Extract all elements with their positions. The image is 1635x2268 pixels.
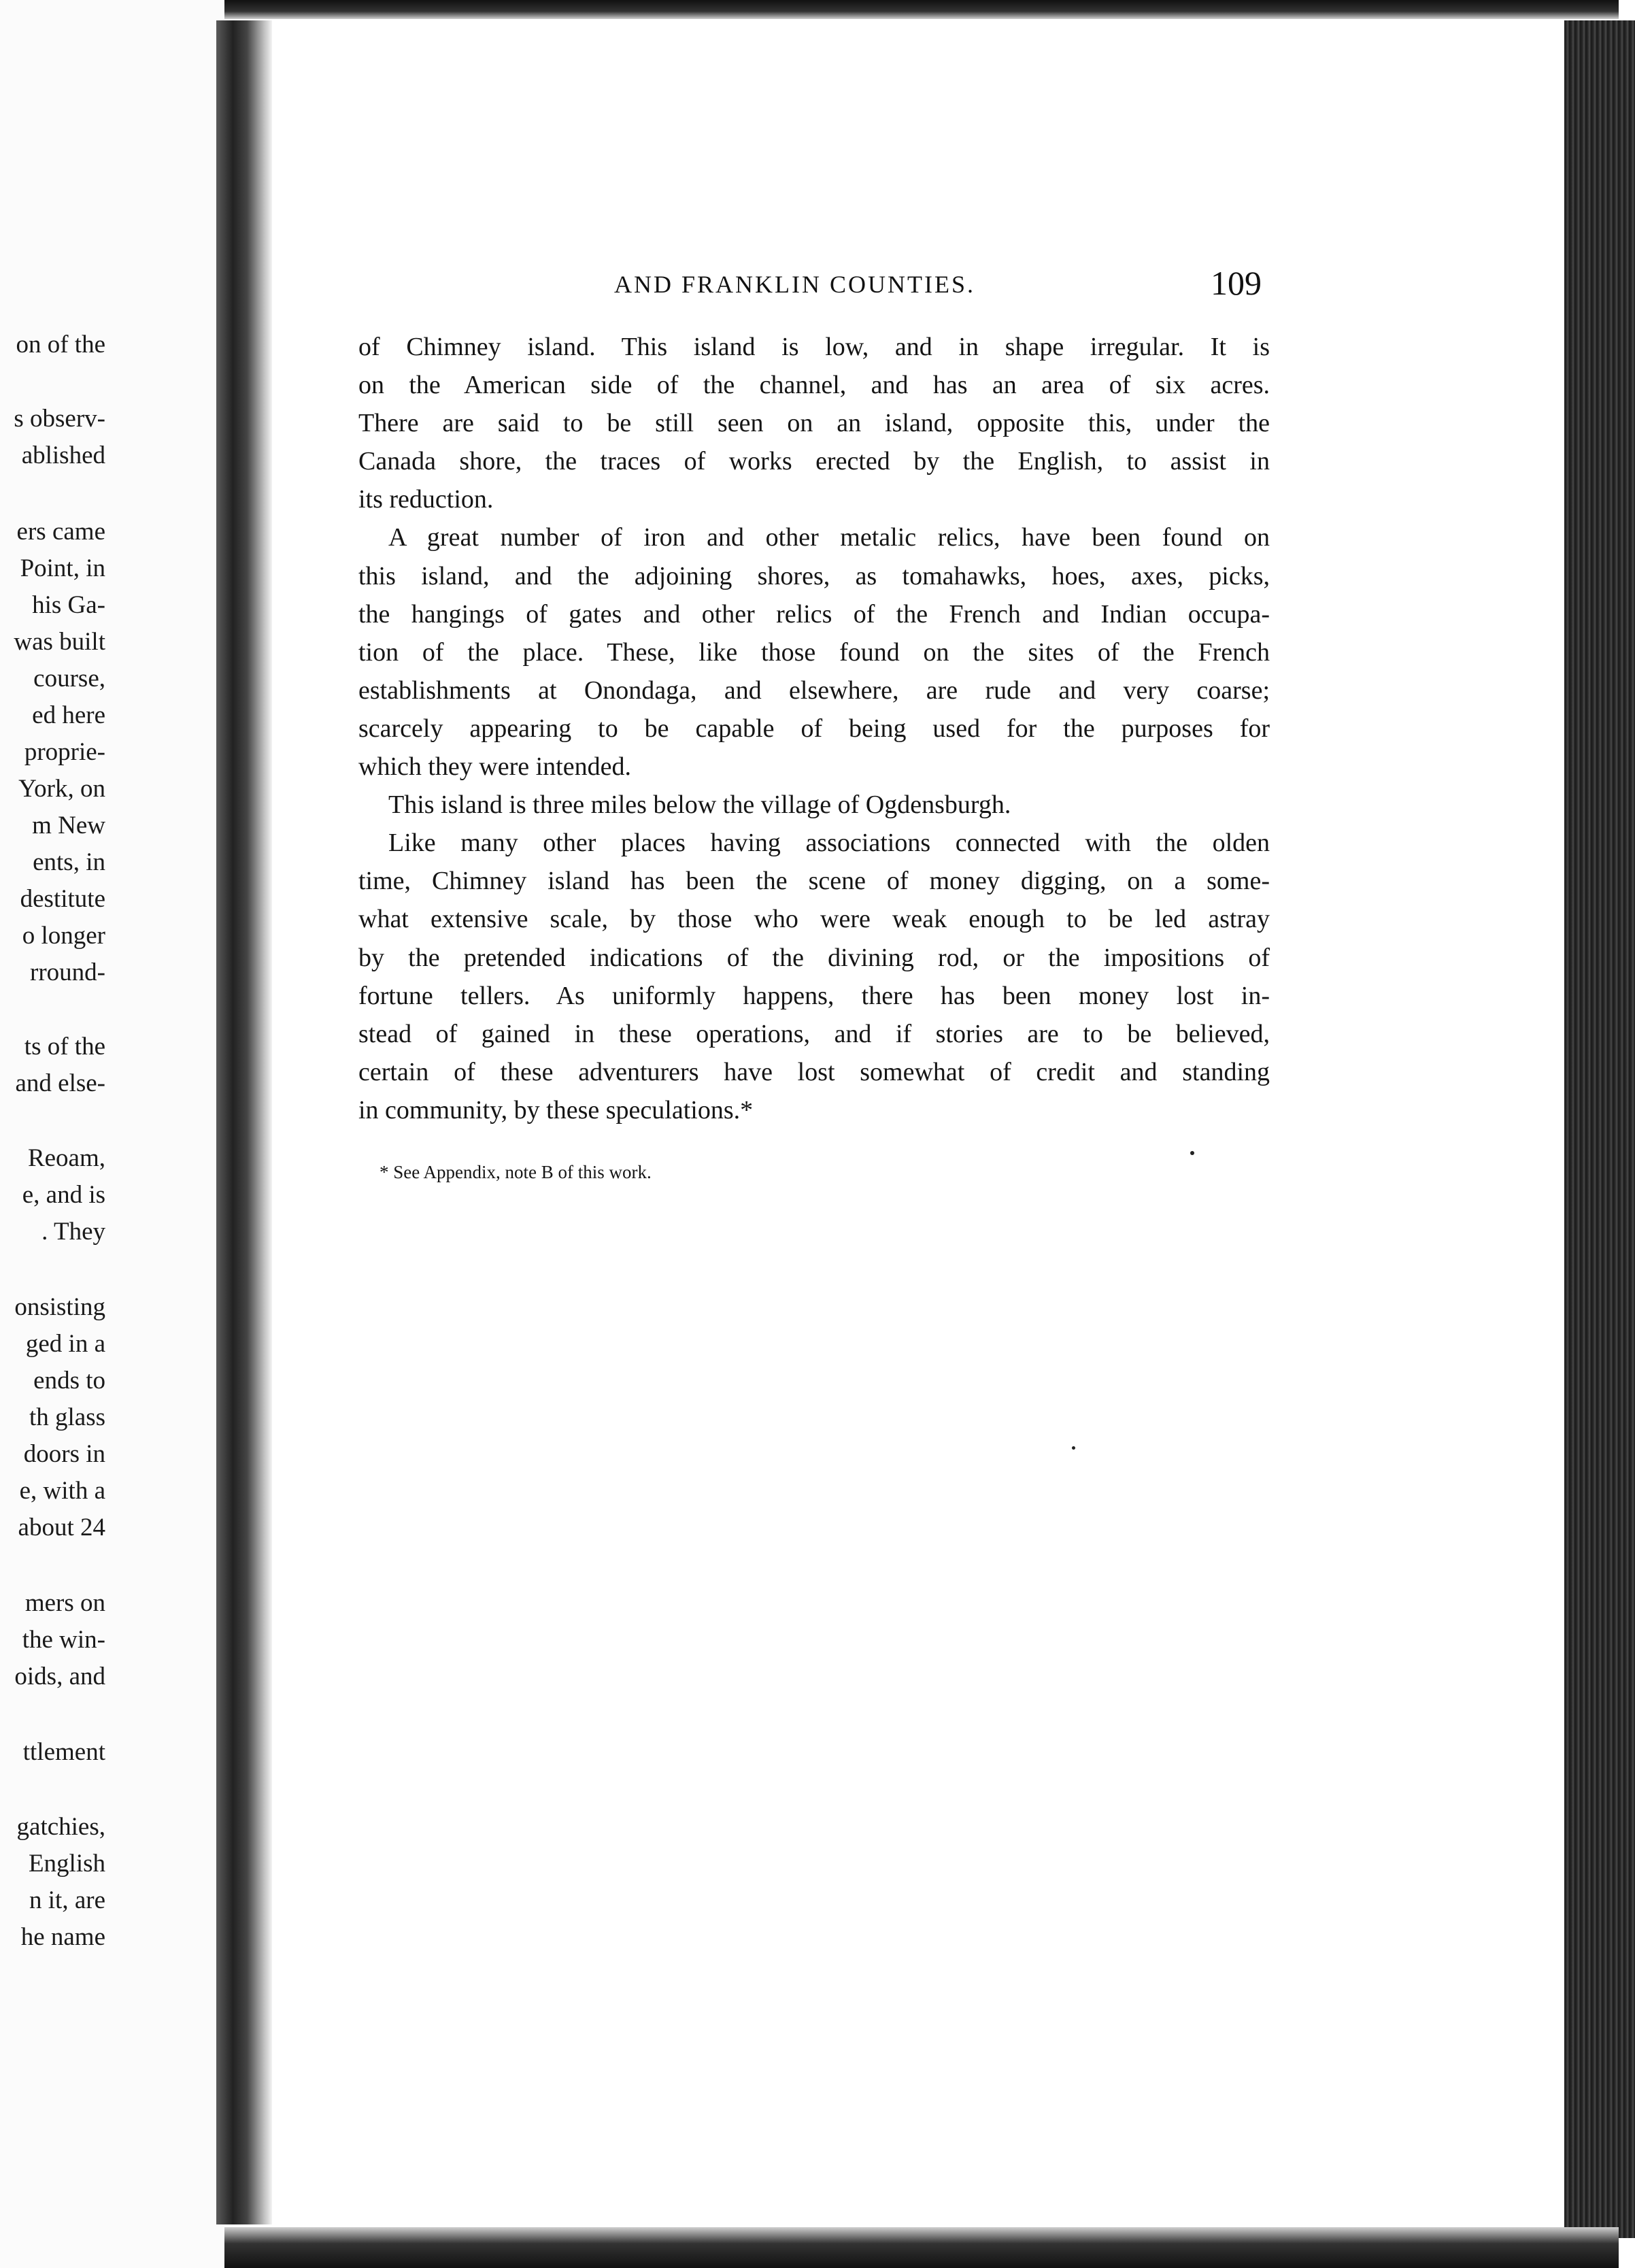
body-line: of Chimney island. This island is low, and in shape irregular. It is bbox=[358, 333, 1270, 361]
body-line: scarcely appearing to be capable of being used for the purposes for bbox=[358, 714, 1270, 743]
scan-speck bbox=[1072, 1446, 1075, 1450]
body-line: the hangings of gates and other relics of the French and Indian occupa- bbox=[358, 599, 1270, 629]
left-page-line: York, on bbox=[18, 775, 105, 803]
body-line: certain of these adventurers have lost somewhat of credit and standing bbox=[358, 1057, 1270, 1086]
body-line: Like many other places having associations connected with the olden bbox=[388, 829, 1270, 858]
scan-speck bbox=[1190, 1151, 1194, 1155]
running-head: AND FRANKLIN COUNTIES. bbox=[614, 271, 975, 298]
body-line: tion of the place. These, like those found on the sites of the French bbox=[358, 637, 1270, 667]
page-number: 109 bbox=[1211, 264, 1262, 302]
left-page-line: ged in a bbox=[25, 1330, 105, 1358]
footnote: * See Appendix, note B of this work. bbox=[380, 1162, 652, 1182]
left-page-line: Point, in bbox=[20, 554, 105, 582]
left-page-line: his Ga- bbox=[32, 591, 105, 619]
left-page-line: mers on bbox=[24, 1589, 105, 1617]
left-page-line: gatchies, bbox=[16, 1813, 105, 1841]
top-shadow bbox=[224, 0, 1619, 19]
left-page-line: ablished bbox=[21, 441, 105, 469]
bottom-shadow bbox=[224, 2227, 1619, 2268]
left-page-line: ts of the bbox=[24, 1033, 105, 1061]
body-line: There are said to be still seen on an island, opposite this, under the bbox=[358, 409, 1270, 438]
left-page-text-fragments bbox=[0, 0, 224, 2268]
left-page-line: ents, in bbox=[33, 848, 105, 876]
left-page-line: e, with a bbox=[19, 1477, 105, 1505]
left-page-line: m New bbox=[32, 812, 105, 839]
left-page-line: on of the bbox=[16, 331, 105, 358]
left-page-line: about 24 bbox=[18, 1514, 105, 1541]
left-page-line: o longer bbox=[22, 922, 105, 950]
body-line: on the American side of the channel, and has an area of six acres. bbox=[358, 371, 1270, 400]
body-line: A great number of iron and other metalic relics, have been found on bbox=[388, 523, 1270, 552]
left-page-line: n it, are bbox=[29, 1886, 105, 1914]
left-page-line: onsisting bbox=[14, 1293, 105, 1321]
body-line: establishments at Onondaga, and elsewhere, are rude and very coarse; bbox=[358, 676, 1270, 705]
body-line: by the pretended indications of the divining rod, or the impositions of bbox=[358, 943, 1270, 972]
left-page-line: ed here bbox=[32, 701, 105, 729]
book-page-edges bbox=[1564, 20, 1635, 2238]
left-page-line: the win- bbox=[22, 1626, 105, 1654]
left-page-line: English bbox=[28, 1850, 105, 1878]
left-page-line: oids, and bbox=[14, 1663, 105, 1690]
left-page-line: course, bbox=[33, 665, 105, 693]
left-page-line: doors in bbox=[23, 1440, 105, 1468]
left-page-line: . They bbox=[41, 1218, 105, 1246]
left-page-line: rround- bbox=[30, 958, 105, 986]
left-page-line: was built bbox=[14, 628, 105, 656]
left-page-line: Reoam, bbox=[27, 1144, 105, 1172]
body-line: what extensive scale, by those who were weak enough to be led astray bbox=[358, 905, 1270, 934]
left-facing-page bbox=[0, 0, 224, 2268]
left-page-line: proprie- bbox=[24, 738, 105, 766]
body-line: fortune tellers. As uniformly happens, there has been money lost in- bbox=[358, 981, 1270, 1010]
left-page-line: destitute bbox=[20, 885, 105, 913]
left-page-line: th glass bbox=[29, 1403, 105, 1431]
body-line: this island, and the adjoining shores, as tomahawks, hoes, axes, picks, bbox=[358, 561, 1270, 590]
left-page-line: and else- bbox=[15, 1069, 105, 1097]
left-page-line: he name bbox=[20, 1923, 105, 1951]
body-line: its reduction. bbox=[358, 485, 494, 514]
body-line: This island is three miles below the village of Ogdensburgh. bbox=[388, 790, 1011, 820]
left-page-line: s observ- bbox=[14, 405, 105, 433]
body-line: stead of gained in these operations, and if stories are to be believed, bbox=[358, 1019, 1270, 1048]
body-line: Canada shore, the traces of works erected by the English, to assist in bbox=[358, 447, 1270, 476]
book-gutter-shadow bbox=[216, 20, 272, 2224]
left-page-line: ers came bbox=[16, 518, 105, 546]
body-text bbox=[358, 328, 1270, 1129]
body-line: time, Chimney island has been the scene of money digging, on a some- bbox=[358, 867, 1270, 896]
left-page-line: e, and is bbox=[22, 1181, 105, 1209]
left-page-line: ttlement bbox=[22, 1738, 105, 1766]
body-line: in community, by these speculations.* bbox=[358, 1095, 754, 1124]
body-line: which they were intended. bbox=[358, 752, 631, 782]
left-page-line: ends to bbox=[33, 1367, 105, 1395]
